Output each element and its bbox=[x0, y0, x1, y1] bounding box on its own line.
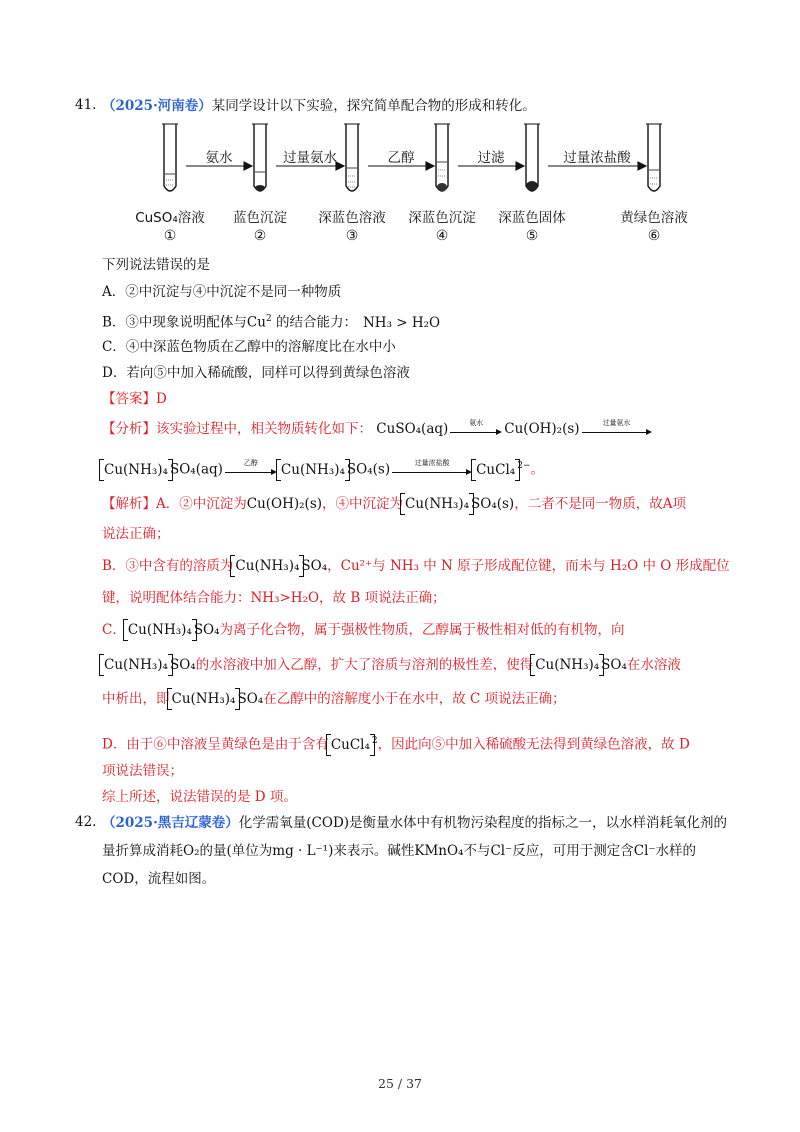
solution-text: 【解析】A．②中沉淀为 bbox=[102, 496, 247, 512]
analysis-lead bbox=[102, 420, 654, 438]
option-b-formula: NH₃ > H₂O bbox=[362, 314, 441, 331]
analysis-text: 【分析】该实验过程中，相关物质转化如下： bbox=[102, 421, 372, 437]
tube-number: ⑤ bbox=[525, 228, 539, 244]
arrow-label: 过量氨水 bbox=[602, 418, 631, 427]
tube-label: CuSO₄溶液 bbox=[135, 210, 205, 226]
stem-text: 不与 bbox=[463, 843, 491, 859]
solution-summary: 综上所述，说法错误的是 D 项。 bbox=[102, 789, 297, 805]
tube-label: 深蓝色沉淀 bbox=[408, 210, 476, 226]
formula: SO₄ bbox=[169, 657, 196, 673]
reaction-arrow-icon bbox=[450, 418, 502, 437]
solution-text: ，Cu²⁺与 NH₃ 中 N 原子形成配位键，而未与 H₂O 中 O 形成配位 bbox=[327, 558, 730, 574]
stem-text: 量折算成消耗 bbox=[102, 843, 183, 859]
option-a: A．②中沉淀与④中沉淀不是同一种物质 bbox=[102, 284, 342, 300]
complex-formula: Cu(NH₃)₄ bbox=[405, 496, 469, 512]
tube-number: ⑥ bbox=[647, 228, 661, 244]
solution-text: 为离子化合物，属于强极性物质，乙醇属于极性相对低的有机物，向 bbox=[219, 622, 625, 638]
option-b-text: 的结合能力： bbox=[271, 314, 357, 331]
stem-text: 水样的 bbox=[655, 843, 697, 859]
solution-a-cont: 说法正确； bbox=[102, 526, 170, 542]
complex-formula: Cu(NH₃)₄ bbox=[235, 558, 300, 574]
experiment-diagram bbox=[135, 120, 700, 250]
tube-label: 深蓝色溶液 bbox=[318, 210, 386, 226]
complex-formula: Cu(NH₃)₄ bbox=[104, 657, 168, 673]
arrow-label: 过量浓盐酸 bbox=[414, 459, 450, 467]
solution-text: B．③中含有的溶质为 bbox=[102, 558, 234, 574]
stem-text: 化学需氧量(COD)是衡量水体中有机物污染程度的指标之一，以水样消耗氧化剂的 bbox=[238, 815, 728, 831]
complex-formula: Cu(NH₃)₄ bbox=[280, 461, 345, 478]
arrow-label: 乙醇 bbox=[387, 150, 415, 166]
formula: SO₄ bbox=[237, 691, 264, 707]
punctuation: 。 bbox=[530, 461, 544, 478]
formula: CuSO₄(aq) bbox=[376, 421, 449, 437]
formula: Cl⁻ bbox=[490, 843, 513, 859]
option-b-text: B．③中现象说明配体与Cu bbox=[102, 314, 266, 331]
answer: 【答案】D bbox=[102, 391, 167, 407]
solution-c-cont2 bbox=[102, 690, 566, 708]
stem-text: 某同学设计以下实验，探究简单配合物的形成和转化。 bbox=[211, 98, 536, 114]
stem-text: 反应，可用于测定含 bbox=[512, 843, 634, 859]
arrow-label: 过量氨水 bbox=[283, 150, 337, 166]
complex-formula: CuCl₄ bbox=[330, 736, 370, 753]
question-prompt: 下列说法错误的是 bbox=[102, 257, 210, 273]
formula: KMnO₄ bbox=[414, 843, 464, 859]
charge-superscript: 2 bbox=[371, 736, 378, 746]
solution-b bbox=[102, 557, 730, 575]
complex-formula: Cu(NH₃)₄ bbox=[104, 461, 168, 478]
reaction-arrow-icon bbox=[225, 459, 277, 477]
option-d: D．若向⑤中加入稀硫酸，同样可以得到黄绿色溶液 bbox=[102, 365, 410, 381]
solution-text: ，因此向⑤中加入稀硫酸无法得到黄绿色溶液，故 D bbox=[377, 736, 690, 753]
solution-text: D．由于⑥中溶液呈黄绿色是由于含有 bbox=[102, 736, 329, 753]
formula: SO₄(s) bbox=[346, 461, 391, 478]
question-stem-cont bbox=[102, 842, 696, 860]
tube-6-icon bbox=[646, 124, 662, 191]
arrow-label: 乙醇 bbox=[243, 459, 258, 467]
complex-formula: Cu(NH₃)₄ bbox=[127, 622, 192, 638]
arrow-label: 过量浓盐酸 bbox=[563, 150, 631, 166]
solution-text: ，④中沉淀为 bbox=[322, 496, 404, 512]
option-b bbox=[102, 310, 440, 332]
solution-b-cont: 键，说明配体结合能力：NH₃>H₂O，故 B 项说法正确； bbox=[102, 590, 446, 606]
solution-text: 在乙醇中的溶解度小于在水中，故 C 项说法正确； bbox=[263, 691, 566, 707]
complex-formula: Cu(NH₃)₄ bbox=[535, 657, 600, 673]
tube-1-icon bbox=[162, 124, 178, 191]
exam-source: （2025·河南卷） bbox=[102, 98, 212, 114]
page-number: 25 / 37 bbox=[378, 1076, 422, 1091]
solution-a bbox=[102, 495, 686, 513]
solution-d bbox=[102, 732, 690, 754]
option-c: C．④中深蓝色物质在乙醇中的溶解度比在水中小 bbox=[102, 339, 396, 355]
reaction-arrow-icon bbox=[582, 418, 652, 437]
arrow-label: 过滤 bbox=[477, 150, 505, 166]
formula: SO₄ bbox=[601, 657, 627, 673]
stem-text: 的量(单位为 bbox=[199, 843, 273, 859]
question-stem-cont2: COD，流程如图。 bbox=[102, 871, 216, 887]
arrow-label: 氨水 bbox=[205, 150, 233, 166]
stem-text: )来表示。碱性 bbox=[328, 843, 415, 859]
solution-text: 在水溶液 bbox=[626, 657, 681, 673]
formula: SO₄(s) bbox=[471, 496, 515, 512]
formula: O₂ bbox=[183, 843, 200, 859]
question-stem bbox=[102, 97, 536, 115]
charge-superscript: 2− bbox=[517, 461, 531, 471]
arrow-label: 氨水 bbox=[469, 418, 484, 427]
formula: Cu(OH)₂(s) bbox=[504, 421, 580, 437]
solution-text: ，二者不是同一物质，故A项 bbox=[514, 496, 686, 512]
reaction-formula bbox=[376, 418, 653, 437]
solution-d-cont: 项说法错误； bbox=[102, 763, 183, 779]
tube-number: ④ bbox=[435, 228, 449, 244]
solution-c bbox=[102, 621, 625, 639]
complex-formula: Cu(NH₃)₄ bbox=[171, 691, 236, 707]
question-stem bbox=[102, 814, 727, 832]
complex-formula: CuCl₄ bbox=[476, 461, 516, 478]
tube-number: ① bbox=[163, 228, 177, 244]
solution-text: 的水溶液中加入乙醇，扩大了溶质与溶剂的极性差，使得 bbox=[195, 657, 534, 673]
reaction-formula-line2 bbox=[102, 457, 544, 479]
formula: Cl⁻ bbox=[633, 843, 656, 859]
tube-number: ② bbox=[253, 228, 267, 244]
exam-source: （2025·黑吉辽蒙卷） bbox=[102, 815, 239, 831]
tube-label: 深蓝色固体 bbox=[498, 210, 566, 226]
tube-number: ③ bbox=[345, 228, 359, 244]
tube-label: 黄绿色溶液 bbox=[620, 210, 688, 226]
reaction-arrow-icon bbox=[392, 459, 472, 477]
solution-text: C． bbox=[102, 622, 126, 638]
formula: mg · L⁻¹ bbox=[272, 843, 329, 859]
question-number: 42. bbox=[75, 814, 97, 830]
solution-text: 中析出，即 bbox=[102, 691, 170, 707]
tube-label: 蓝色沉淀 bbox=[233, 210, 287, 226]
question-number: 41. bbox=[75, 97, 97, 113]
formula: Cu(OH)₂(s) bbox=[246, 496, 323, 512]
formula: SO₄ bbox=[301, 558, 328, 574]
solution-c-cont bbox=[102, 656, 681, 674]
formula: SO₄ bbox=[193, 622, 220, 638]
formula: SO₄(aq) bbox=[169, 461, 223, 478]
charge-superscript: 2 bbox=[265, 314, 272, 324]
